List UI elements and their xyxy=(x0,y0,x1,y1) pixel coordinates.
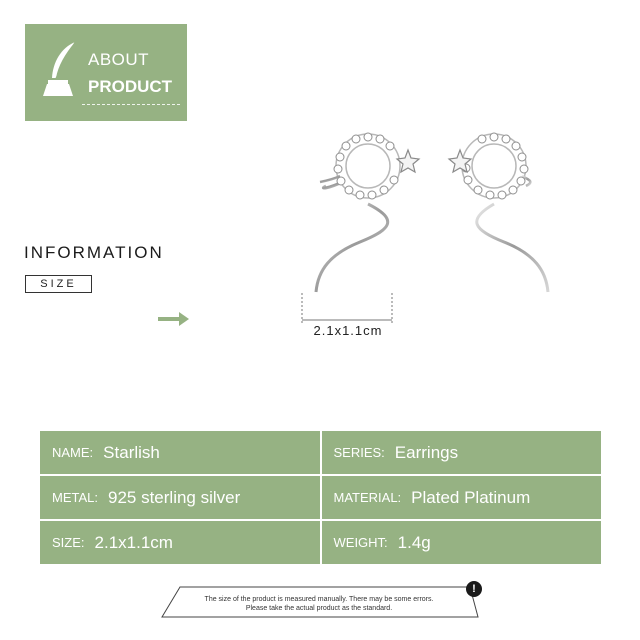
product-label: PRODUCT xyxy=(88,77,173,96)
spec-key: SIZE: xyxy=(52,535,85,550)
spec-key: SERIES: xyxy=(333,445,385,460)
information-heading: INFORMATION xyxy=(24,243,164,262)
spec-material xyxy=(322,476,602,519)
spec-series xyxy=(322,431,602,474)
right-earring xyxy=(462,134,548,292)
spec-value: 2.1x1.1cm xyxy=(94,532,173,552)
spec-metal xyxy=(40,476,320,519)
spec-key: WEIGHT: xyxy=(333,535,388,550)
spec-value: Earrings xyxy=(394,442,459,462)
left-earring xyxy=(316,134,400,292)
quill-inkwell-icon xyxy=(39,40,81,100)
about-label: ABOUT xyxy=(88,50,150,69)
spec-value: Starlish xyxy=(103,442,160,462)
dimension-label: 2.1x1.1cm xyxy=(313,323,383,338)
spec-table xyxy=(40,431,601,564)
spec-key: MATERIAL: xyxy=(333,490,402,505)
spec-weight xyxy=(322,521,602,564)
spec-key: NAME: xyxy=(52,445,94,460)
spec-value: 1.4g xyxy=(397,532,431,552)
notice-line-2: Please take the actual product as the standard. xyxy=(245,605,393,612)
measurement-notice xyxy=(160,583,490,618)
notice-line-1: The size of the product is measured manually. There may be some errors. xyxy=(204,596,434,603)
spec-key: METAL: xyxy=(52,490,98,505)
arrow-right-icon xyxy=(158,312,190,326)
left-stones xyxy=(334,133,398,199)
dimension-bracket xyxy=(302,293,392,325)
spec-size xyxy=(40,521,320,564)
earrings-product-image xyxy=(290,110,580,340)
spec-value: 925 sterling silver xyxy=(108,487,241,507)
spec-value: Plated Platinum xyxy=(411,487,531,507)
banner-divider xyxy=(82,104,180,105)
size-tag: SIZE xyxy=(25,275,92,293)
exclamation-icon: ! xyxy=(466,581,482,597)
about-product-banner xyxy=(25,24,187,121)
spec-name xyxy=(40,431,320,474)
